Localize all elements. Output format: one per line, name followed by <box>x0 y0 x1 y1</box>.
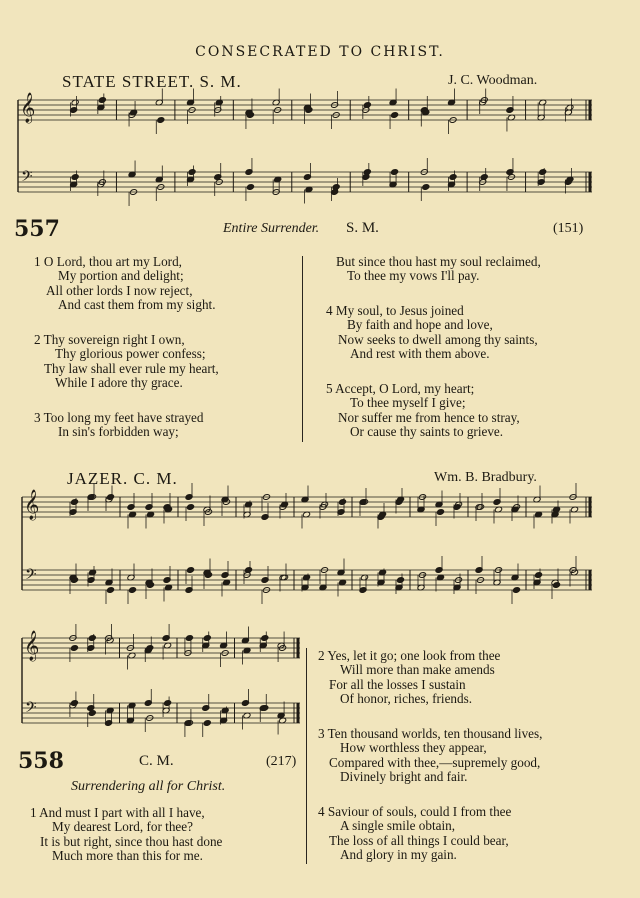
hymn-558-line: 2 Yes, let it go; one look from thee <box>318 648 501 663</box>
hymn-558-line: The loss of all things I could bear, <box>329 833 509 848</box>
hymn-557-line: In sin's forbidden way; <box>58 424 179 439</box>
note-head <box>512 587 520 594</box>
note-head <box>70 499 78 506</box>
hymn-557-line: To thee my vows I'll pay. <box>347 268 480 283</box>
hymn-557-meter: S. M. <box>346 220 379 236</box>
note-head <box>246 184 254 191</box>
note-head <box>70 645 78 652</box>
hymn-558-line: Much more than this for me. <box>52 848 203 863</box>
hymn-558-ref: (217) <box>266 754 297 769</box>
hymn-557-line: 1 O Lord, thou art my Lord, <box>34 254 182 269</box>
hymn-number-558: 558 <box>18 748 64 774</box>
hymn-558-line: 1 And must I part with all I have, <box>30 805 205 820</box>
note-head <box>391 112 399 119</box>
treble-clef-icon: 𝄞 <box>24 631 40 661</box>
note-head <box>261 635 269 642</box>
column-divider <box>306 648 307 864</box>
note-head <box>539 169 547 176</box>
hymn-557-line: While I adore thy grace. <box>55 375 183 390</box>
column-divider <box>302 256 303 442</box>
note-head <box>534 572 542 579</box>
note-head <box>203 720 211 727</box>
note-head <box>188 169 196 176</box>
bass-clef-icon: 𝄢 <box>25 699 37 720</box>
hymn-557-line: Thy law shall ever rule my heart, <box>44 361 219 376</box>
hymn-557-line: Thy glorious power confess; <box>55 346 206 361</box>
hymn-557-line: Nor suffer me from hence to stray, <box>338 410 520 425</box>
note-head <box>552 582 560 589</box>
hymn-557-line: And rest with them above. <box>350 346 490 361</box>
hymn-558-line: 4 Saviour of souls, could I from thee <box>318 804 512 819</box>
hymn-558-line: 3 Ten thousand worlds, ten thousand lives, <box>318 726 543 741</box>
hymn-557-line: Or cause thy saints to grieve. <box>350 424 504 439</box>
note-head <box>164 700 172 707</box>
treble-clef-icon: 𝄞 <box>24 490 40 520</box>
note-head <box>391 169 399 176</box>
note-head <box>363 102 371 109</box>
hymn-558-line: A single smile obtain, <box>340 818 456 833</box>
note-head <box>88 635 96 642</box>
hymn-558-line: For all the losses I sustain <box>329 677 466 692</box>
note-head <box>422 184 430 191</box>
hymn-557-ref: (151) <box>553 221 584 236</box>
note-head <box>146 645 154 652</box>
hymn-558-line: And glory in my gain. <box>340 847 457 862</box>
note-head <box>332 184 340 191</box>
hymn-557-line: To thee myself I give; <box>350 395 466 410</box>
bass-clef-icon: 𝄢 <box>21 168 33 189</box>
hymn-558-subject: Surrendering all for Christ. <box>71 779 226 794</box>
note-head <box>244 567 252 574</box>
hymn-557-line: By faith and hope and love, <box>347 317 493 332</box>
note-head <box>338 499 346 506</box>
hymn-557-line: 2 Thy sovereign right I own, <box>34 332 185 347</box>
hymn-558-line: How worthless they appear, <box>340 740 487 755</box>
note-head <box>396 577 404 584</box>
hymn-558-line: It is but right, since thou hast done <box>40 834 223 849</box>
tune-composer-jazer: Wm. B. Bradbury. <box>434 470 537 485</box>
treble-clef-icon: 𝄞 <box>20 93 36 123</box>
note-head <box>449 174 457 181</box>
note-head <box>157 117 165 124</box>
hymn-558-line: My dearest Lord, for thee? <box>52 819 193 834</box>
hymn-557-line: 5 Accept, O Lord, my heart; <box>326 381 475 396</box>
note-head <box>106 587 114 594</box>
bass-clef-icon: 𝄢 <box>25 566 37 587</box>
page-header: CONSECRATED TO CHRIST. <box>195 44 445 60</box>
hymn-557-line: 3 Too long my feet have strayed <box>34 410 204 425</box>
note-head <box>70 700 78 707</box>
hymn-558-line: Will more than make amends <box>340 662 495 677</box>
tune-composer-state-street: J. C. Woodman. <box>448 73 538 88</box>
tune-title-state-street: STATE STREET. S. M. <box>62 72 242 91</box>
note-head <box>98 97 106 104</box>
note-head <box>480 174 488 181</box>
hymn-557-line: But since thou hast my soul reclaimed, <box>336 254 541 269</box>
hymn-557-subject: Entire Surrender. <box>223 221 320 236</box>
note-head <box>436 509 444 516</box>
hymn-number-557: 557 <box>14 216 60 242</box>
hymn-557-line: And cast them from my sight. <box>58 297 216 312</box>
hymn-558-line: Compared with thee,—supremely good, <box>329 755 541 770</box>
tune-title-jazer: JAZER. C. M. <box>67 469 178 488</box>
hymn-557-line: All other lords I now reject, <box>46 283 193 298</box>
hymn-558-line: Of honor, riches, friends. <box>340 691 473 706</box>
hymn-557-line: Now seeks to dwell among thy saints, <box>338 332 538 347</box>
hymn-558-line: Divinely bright and fair. <box>340 769 468 784</box>
note-head <box>186 504 194 511</box>
note-head <box>128 587 136 594</box>
note-head <box>71 174 79 181</box>
note-head <box>363 169 371 176</box>
hymn-557-line: 4 My soul, to Jesus joined <box>326 303 464 318</box>
hymn-557-line: My portion and delight; <box>58 268 184 283</box>
note-head <box>186 567 194 574</box>
note-head <box>106 494 114 501</box>
hymn-558-meter: C. M. <box>139 753 174 769</box>
note-head <box>185 635 193 642</box>
note-head <box>203 635 211 642</box>
